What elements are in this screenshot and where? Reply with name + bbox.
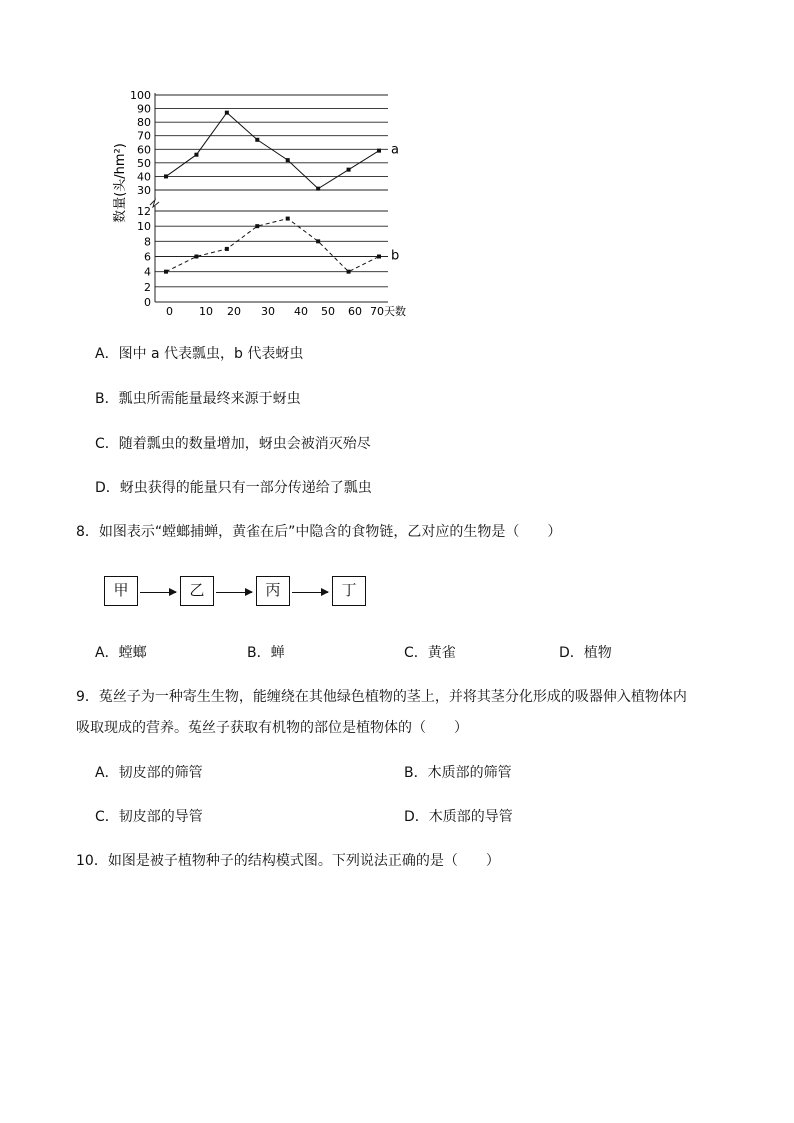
series-point-a (347, 168, 351, 172)
series-point-a (316, 187, 320, 191)
series-point-a (255, 138, 259, 142)
series-point-b (164, 270, 168, 274)
series-label-b: b (391, 248, 400, 264)
x-tick-label: 50 (321, 305, 335, 318)
x-tick-label: 40 (294, 305, 308, 318)
series-point-b (286, 217, 290, 221)
series-point-a (286, 158, 290, 162)
q9-stem-line2: 吸取现成的营养。菟丝子获取有机物的部位是植物体的（ ） (76, 720, 468, 736)
series-point-b (377, 255, 381, 259)
chart-axes (150, 93, 159, 302)
y-tick-label: 50 (137, 156, 151, 170)
food-chain-arrow-2 (216, 592, 252, 593)
x-tick-label: 10 (199, 305, 213, 318)
population-line-chart (100, 88, 430, 328)
food-chain-box-yi: 乙 (180, 576, 214, 606)
y-tick-label: 80 (137, 116, 151, 130)
series-point-b (255, 224, 259, 228)
series-point-a (225, 111, 229, 115)
series-lines (164, 111, 399, 274)
y-tick-label: 70 (137, 129, 151, 143)
food-chain-box-bing: 丙 (256, 576, 290, 606)
series-point-a (377, 149, 381, 153)
series-point-a (194, 153, 198, 157)
series-label-a: a (391, 142, 399, 158)
q9-option-a[interactable]: A．韧皮部的筛管 (95, 765, 203, 781)
lower-gridlines (155, 211, 388, 302)
y-tick-label: 0 (144, 296, 151, 309)
y-tick-label: 40 (137, 170, 151, 184)
food-chain-box-jia: 甲 (104, 576, 138, 606)
y-tick-label: 8 (144, 235, 151, 249)
food-chain-arrow-3 (292, 592, 328, 593)
q7-option-b[interactable]: B．瓢虫所需能量最终来源于蚜虫 (95, 391, 301, 407)
q8-stem: 8．如图表示“螳螂捕蝉，黄雀在后”中隐含的食物链，乙对应的生物是（ ） (76, 524, 562, 540)
series-line-a (166, 113, 379, 189)
y-axis-label: 数量(头/hm²) (113, 143, 128, 223)
y-tick-label: 10 (137, 220, 151, 234)
q8-option-a[interactable]: A．螳螂 (95, 645, 147, 661)
q7-option-d[interactable]: D．蚜虫获得的能量只有一部分传递给了瓢虫 (95, 480, 372, 496)
food-chain-box-ding: 丁 (332, 576, 366, 606)
series-point-b (225, 247, 229, 251)
y-tick-label: 4 (144, 265, 151, 279)
x-tick-label: 60 (348, 305, 362, 318)
y-tick-label: 60 (137, 143, 151, 157)
x-tick-label: 0 (166, 305, 173, 318)
series-point-b (316, 239, 320, 243)
q7-option-c[interactable]: C．随着瓢虫的数量增加，蚜虫会被消灭殆尽 (95, 436, 371, 452)
y-tick-label: 100 (130, 89, 151, 102)
axis-break-mark (150, 200, 159, 207)
y-tick-label: 2 (144, 280, 151, 294)
q8-option-b[interactable]: B．蝉 (247, 645, 285, 661)
food-chain-arrow-1 (140, 592, 176, 593)
q9-option-d[interactable]: D．木质部的导管 (404, 809, 513, 825)
q7-option-a[interactable]: A．图中 a 代表瓢虫，b 代表蚜虫 (95, 346, 304, 362)
x-tick-label: 30 (261, 305, 275, 318)
q8-option-d[interactable]: D．植物 (559, 645, 612, 661)
x-tick-labels (166, 304, 406, 318)
series-point-b (347, 270, 351, 274)
x-tick-label: 20 (227, 305, 241, 318)
q9-option-c[interactable]: C．韧皮部的导管 (95, 809, 203, 825)
series-point-b (194, 255, 198, 259)
q10-stem: 10．如图是被子植物种子的结构模式图。下列说法正确的是（ ） (76, 853, 500, 869)
y-tick-label: 6 (144, 250, 151, 264)
q9-option-b[interactable]: B．木质部的筛管 (404, 765, 512, 781)
y-tick-label: 90 (137, 102, 151, 116)
y-tick-label: 30 (137, 184, 151, 197)
upper-gridlines (155, 95, 388, 190)
q8-option-c[interactable]: C．黄雀 (404, 645, 456, 661)
y-tick-labels (130, 89, 151, 309)
q9-stem-line1: 9．菟丝子为一种寄生生物，能缠绕在其他绿色植物的茎上，并将其茎分化形成的吸器伸入植物体内 (76, 689, 687, 705)
series-point-a (164, 174, 168, 178)
x-tick-label: 70天数 (370, 305, 406, 318)
y-tick-label: 12 (137, 205, 151, 218)
